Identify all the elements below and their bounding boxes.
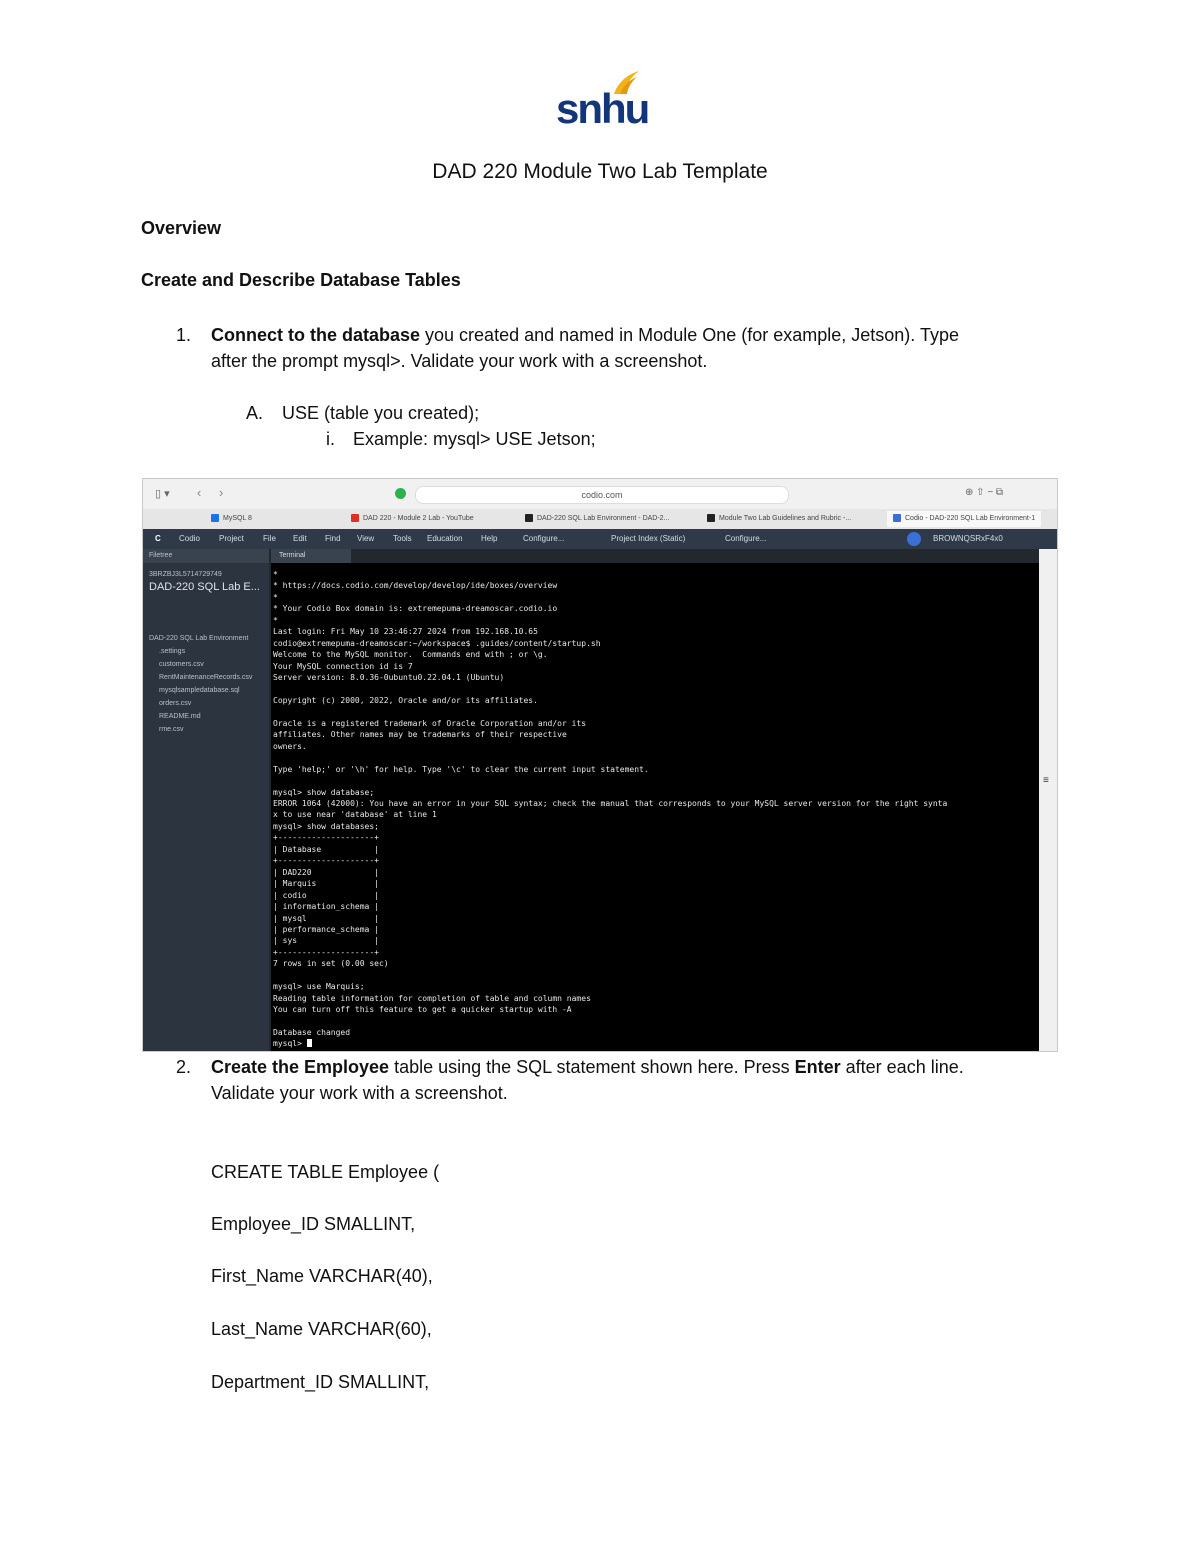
overview-heading: Overview [141, 218, 222, 238]
terminal-line: 7 rows in set (0.00 sec) [273, 959, 389, 969]
terminal-cursor [307, 1039, 312, 1047]
terminal-line: | Database | [273, 844, 379, 854]
step1-sub-roman: i. [326, 429, 335, 449]
terminal-line: Reading table information for completion of table and column names [273, 993, 591, 1003]
step2-body2: after each line. [840, 1057, 964, 1077]
step1-example: Example: mysql> USE Jetson; [353, 429, 596, 449]
sidebar-toggle-icon: ▯ ▾ [155, 488, 170, 500]
browser-toolbar [143, 479, 1057, 509]
sql-line: CREATE TABLE Employee ( [211, 1162, 440, 1182]
file-item: orders.csv [159, 700, 192, 707]
step1-text [211, 322, 1051, 374]
step2-bold2: Enter [794, 1057, 841, 1077]
browser-tab: DAD-220 SQL Lab Environment - DAD-2... [525, 513, 695, 525]
logo-text: snhu [556, 85, 649, 132]
terminal-line: | information_schema | [273, 902, 379, 912]
terminal-line: Your MySQL connection id is 7 [273, 661, 413, 671]
terminal-line: Server version: 8.0.36-0ubuntu0.22.04.1 (Ubuntu) [273, 673, 505, 683]
terminal-line: Type 'help;' or '\h' for help. Type '\c' to clear the current input statement. [273, 764, 649, 774]
sql-line: Employee_ID SMALLINT, [211, 1214, 416, 1234]
ide-menu-bar: C Codio Project File Edit Find View Tools Education Help Configure... Project Index (Static) Configure... BROWNQSRxF4x0 [143, 529, 1057, 549]
terminal-line: | mysql | [273, 913, 379, 923]
step2-bold1: Create the Employee [211, 1057, 390, 1077]
tab-icon [211, 514, 219, 522]
terminal-line: | codio | [273, 890, 379, 900]
terminal-line: mysql> show databases; [273, 821, 379, 831]
terminal-line: * Your Codio Box domain is: extremepuma-dreamoscar.codio.io [273, 604, 558, 614]
url-bar: codio.com [415, 486, 789, 504]
terminal-line: You can turn off this feature to get a quicker startup with -A [273, 1005, 572, 1015]
terminal-line: Copyright (c) 2000, 2022, Oracle and/or its affiliates. [273, 695, 538, 705]
terminal-line: +--------------------+ [273, 856, 379, 866]
terminal-line: * https://docs.codio.com/develop/develop/ide/boxes/overview [273, 581, 558, 591]
terminal-line: +--------------------+ [273, 833, 379, 843]
terminal-line: mysql> use Marquis; [273, 982, 365, 992]
step2-line2: Validate your work with a screenshot. [211, 1083, 508, 1103]
terminal-line: owners. [273, 741, 307, 751]
snhu-logo [552, 70, 649, 134]
tab-icon [525, 514, 533, 522]
terminal-line: Oracle is a registered trademark of Oracle Corporation and/or its [273, 718, 587, 728]
file-item: mysqlsampledatabase.sql [159, 687, 240, 694]
browser-tab: Module Two Lab Guidelines and Rubric -... [707, 513, 867, 525]
youtube-icon [351, 514, 359, 522]
terminal-line: Database changed [273, 1028, 351, 1037]
terminal-line: x to use near 'database' at line 1 [273, 810, 437, 820]
file-item: README.md [159, 713, 201, 720]
terminal-tab: Terminal [271, 549, 351, 563]
step2-number: 2. [176, 1057, 192, 1077]
terminal-line: ERROR 1064 (42000): You have an error in your SQL syntax; check the manual that corresponds to your MySQL server version for the right synta [273, 799, 948, 808]
file-item: DAD-220 SQL Lab Environment [149, 635, 249, 642]
terminal-line: * [273, 615, 278, 625]
browser-tab-active: Codio - DAD-220 SQL Lab Environment-1 [887, 511, 1041, 527]
terminal-line: * [273, 592, 278, 602]
sql-line: First_Name VARCHAR(40), [211, 1266, 433, 1286]
back-icon: ‹ [197, 485, 202, 500]
step1-bold: Connect to the database [211, 325, 421, 345]
file-tree-panel [143, 549, 269, 1052]
browser-tab: DAD 220 - Module 2 Lab - YouTube [351, 513, 474, 525]
terminal-line: * [273, 570, 278, 579]
terminal-screenshot [142, 478, 1058, 1052]
codio-logo-icon: C [155, 534, 161, 543]
terminal-output [271, 563, 1039, 1052]
terminal-line: Welcome to the MySQL monitor. Commands end with ; or \g. [273, 650, 548, 660]
terminal-line: affiliates. Other names may be trademarks of their respective [273, 730, 567, 740]
sql-line: Department_ID SMALLINT, [211, 1372, 430, 1392]
codio-icon [893, 514, 901, 522]
file-item: rme.csv [159, 726, 184, 733]
terminal-scrollbar [1039, 549, 1058, 1052]
terminal-line: mysql> [273, 1038, 312, 1049]
panel-handle-icon: ≡ [1043, 775, 1049, 786]
terminal-line: | DAD220 | [273, 867, 379, 877]
terminal-line: +--------------------+ [273, 947, 379, 957]
step1-body: you created and named in Module One (for example, Jetson). Type [420, 325, 960, 345]
filetree-tab: Filetree [143, 549, 269, 563]
avatar [907, 532, 921, 546]
file-item: .settings [159, 648, 186, 655]
step2-text [211, 1054, 1071, 1106]
project-name: DAD-220 SQL Lab E... [149, 581, 260, 593]
forward-icon: › [219, 485, 224, 500]
step1-sub-text: USE (table you created); [282, 403, 480, 423]
section-heading: Create and Describe Database Tables [141, 270, 461, 290]
file-item: RentMaintenanceRecords.csv [159, 674, 253, 681]
terminal-line: Last login: Fri May 10 23:46:27 2024 from 192.168.10.65 [273, 627, 538, 637]
share-icon: ⊕ ⇧ − ⧉ [965, 487, 1004, 498]
project-id: 3BRZBJ3L5714729749 [149, 571, 222, 578]
terminal-line: codio@extremepuma-dreamoscar:~/workspace$ .guides/content/startup.sh [273, 638, 601, 648]
terminal-line: mysql> show database; [273, 787, 375, 797]
terminal-line: | performance_schema | [273, 924, 379, 934]
browser-tabs [143, 509, 1057, 529]
step1-line2: after the prompt mysql>. Validate your work with a screenshot. [211, 351, 708, 371]
sql-line: Last_Name VARCHAR(60), [211, 1319, 432, 1339]
step1-number: 1. [176, 325, 192, 345]
file-item: customers.csv [159, 661, 204, 668]
step1-sub-letter: A. [246, 403, 264, 423]
step2-body1: table using the SQL statement shown here. Press [389, 1057, 795, 1077]
tab-icon [707, 514, 715, 522]
document-title: DAD 220 Module Two Lab Template [432, 160, 768, 183]
user-name: BROWNQSRxF4x0 [933, 534, 1003, 543]
extension-icon [395, 488, 406, 499]
browser-tab: MySQL 8 [211, 513, 252, 525]
terminal-line: | sys | [273, 936, 379, 946]
terminal-line: | Marquis | [273, 879, 379, 889]
